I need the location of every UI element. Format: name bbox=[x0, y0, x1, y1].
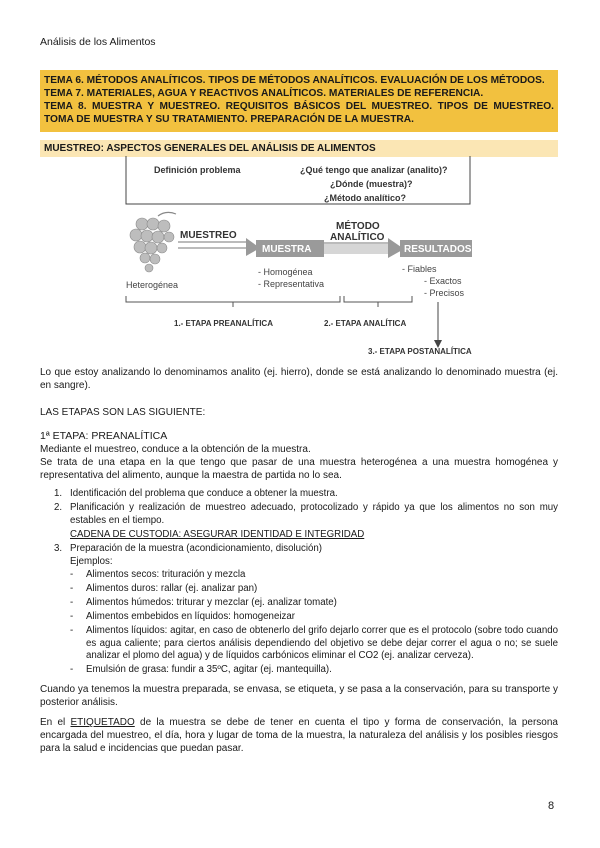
topics-banner bbox=[40, 70, 558, 132]
step-2-text: Planificación y realización de muestreo adecuado, protocolizado y rápido ya que los alimentos no son muy estables en el tiempo. bbox=[70, 502, 558, 526]
heterogenea-label: Heterogénea bbox=[126, 280, 179, 290]
muestreo-label: MUESTREO bbox=[180, 230, 237, 241]
example-emulsion: Emulsión de grasa: fundir a 35ºC, agitar (ej. mantequilla). bbox=[86, 664, 332, 675]
etiquetado-term: ETIQUETADO bbox=[70, 717, 135, 728]
precisos-label: - Precisos bbox=[424, 288, 465, 298]
metodo-label-2: ANALÍTICO bbox=[330, 232, 385, 243]
etapa-1-paragraph-2: Se trata de una etapa en la que tengo que pasar de una muestra heterogénea a una muestra homogénea y representativa del alimento, aunque la maestra de partida no lo sea. bbox=[40, 457, 558, 481]
example-duros: Alimentos duros: rallar (ej. analizar pan) bbox=[86, 583, 258, 594]
metodo-label-1: MÉTODO bbox=[336, 221, 380, 232]
section-title: MUESTREO: ASPECTOS GENERALES DEL ANÁLISIS DE ALIMENTOS bbox=[40, 140, 558, 157]
intro-paragraph: Lo que estoy analizando lo denominamos analito (ej. hierro), donde se está analizando lo denominado muestra (ej. en sangre). bbox=[40, 367, 558, 391]
homogenea-label: - Homogénea bbox=[258, 267, 313, 277]
topic-line-2: TEMA 7. MATERIALES, AGUA Y REACTIVOS ANALÍTICOS. MATERIALES DE REFERENCIA. bbox=[44, 88, 484, 99]
question-method: ¿Método analítico? bbox=[324, 193, 406, 203]
custodia-note: CADENA DE CUSTODIA: ASEGURAR IDENTIDAD E INTEGRIDAD bbox=[70, 529, 365, 540]
example-humedos: Alimentos húmedos: triturar y mezclar (ej. analizar tomate) bbox=[86, 597, 337, 608]
examples-label: Ejemplos: bbox=[70, 556, 113, 567]
example-liquidos: Alimentos líquidos: agitar, en caso de obtenerlo del grifo dejarlo correr que es el protocolo (sobre todo cuando es agua caliente; para ciertos análisis dependiendo del objetivo se debe dejar correr el agua o no; se suele analizar el plomo del agua) y de líquidos carbónicos eliminar el CO2 (ej. analizar cerveza). bbox=[86, 625, 558, 662]
muestra-label: MUESTRA bbox=[262, 244, 312, 255]
step-3-number: 3. bbox=[54, 543, 63, 554]
page-number: 8 bbox=[548, 800, 555, 812]
etapas-title: LAS ETAPAS SON LAS SIGUIENTE: bbox=[40, 407, 206, 418]
fiables-label: - Fiables bbox=[402, 264, 437, 274]
topic-line-1: TEMA 6. MÉTODOS ANALÍTICOS. TIPOS DE MÉTODOS ANALÍTICOS. EVALUACIÓN DE LOS MÉTODOS. bbox=[44, 75, 545, 86]
representativa-label: - Representativa bbox=[258, 279, 325, 289]
step-2-number: 2. bbox=[54, 502, 63, 513]
step-1-number: 1. bbox=[54, 488, 63, 499]
etapa-1-title: 1ª ETAPA: PREANALÍTICA bbox=[40, 430, 168, 442]
etiquetado-paragraph: En el ETIQUETADO de la muestra se debe de tener en cuenta el tipo y forma de conservación, la persona encargada del muestreo, el día, hora y lugar de toma de la muestra, la naturaleza del análisis y los posibles riesgos para la salud e incidencias que puedan pasar. bbox=[40, 717, 558, 754]
steps-list: 1. Identificación del problema que conduce a obtener la muestra. 2. Planificación y realización de muestreo adecuado, protocolizado y rápido ya que los alimentos no son muy estables en el tiempo. CADENA DE CUSTODIA: ASEGURAR IDENTIDAD E INTEGRIDAD 3. Preparación de la muestra (acondicionamiento, disolución) Ejemplos: - Alimentos secos: trituración y mezcla - Alimentos duros: rallar (ej. analizar pan) - Alimentos húmedos: triturar y mezclar (ej. analizar tomate) - Alimentos embebidos en líquidos: homogeneizar - Alimentos líquidos: agitar, en caso de obtenerlo del grifo dejarlo correr que es el protocolo (sobre todo cuando es agua caliente; para ciertos análisis dependiendo del objetivo se debe dejar correr el agua o no; se suele analizar el plomo del agua) y de líquidos carbónicos eliminar el CO2 (ej. analizar cerveza). - Emulsión de grasa: fundir a 35ºC, agitar (ej. mantequilla). bbox=[54, 488, 558, 675]
preanalitica-bracket bbox=[126, 296, 340, 302]
question-analyte: ¿Qué tengo que analizar (analito)? bbox=[300, 165, 448, 175]
closing-paragraph: Cuando ya tenemos la muestra preparada, se envasa, se etiqueta, y se pasa a la conservación, para su transporte y posterior análisis. bbox=[40, 684, 558, 708]
grapes-icon bbox=[130, 212, 176, 272]
step-1-text: Identificación del problema que conduce a obtener la muestra. bbox=[70, 488, 338, 499]
analitica-bracket bbox=[344, 296, 412, 302]
definition-label: Definición problema bbox=[154, 165, 241, 175]
example-secos: Alimentos secos: trituración y mezcla bbox=[86, 569, 246, 580]
document-header: Análisis de los Alimentos bbox=[40, 36, 156, 48]
etapa-2-label: 2.- ETAPA ANALÍTICA bbox=[324, 319, 407, 328]
exactos-label: - Exactos bbox=[424, 276, 462, 286]
analysis-diagram bbox=[118, 156, 478, 356]
etapa-1-paragraph-1: Mediante el muestreo, conduce a la obtención de la muestra. bbox=[40, 444, 311, 455]
etapa-1-label: 1.- ETAPA PREANALÍTICA bbox=[174, 319, 273, 328]
question-sample: ¿Dónde (muestra)? bbox=[330, 179, 413, 189]
definition-box bbox=[126, 156, 470, 204]
example-embebidos: Alimentos embebidos en líquidos: homogeneizar bbox=[86, 611, 295, 622]
step-3-text: Preparación de la muestra (acondicionamiento, disolución) bbox=[70, 543, 323, 554]
resultados-label: RESULTADOS bbox=[404, 244, 472, 255]
topic-line-3: TEMA 8. MUESTRA Y MUESTREO. REQUISITOS BÁSICOS DEL MUESTREO. TIPOS DE MUESTREO. TOMA DE MUESTRA Y SU TRATAMIENTO. PREPARACIÓN DE LA MUESTRA. bbox=[44, 101, 554, 125]
etapa-3-label: 3.- ETAPA POSTANALÍTICA bbox=[368, 347, 472, 356]
